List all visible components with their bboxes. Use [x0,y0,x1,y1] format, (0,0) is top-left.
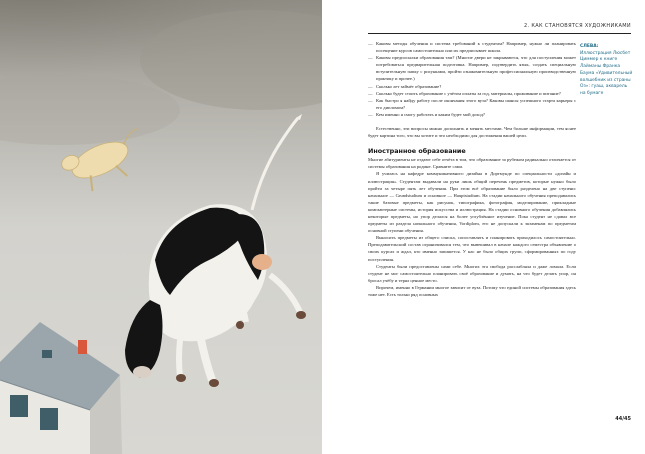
caption-label: СЛЕВА: [580,44,599,49]
list-item: — Как быстро я найду работу после окончания этого вуза? Каковы шансы успешного старта карьеры с его дипломом? [368,97,576,111]
caption-sidebar [580,44,634,98]
header-rule [368,33,631,34]
caption-text: Иллюстрация Люсбет Циммер к книге Лайманы Франка Баума «Удивительный волшебник из страны Оз»: гуаш, акварель на бумаге [580,50,633,96]
flying-cow-illustration [0,0,322,454]
intro-paragraph: Естественно, эти вопросы можно дополнить и менять местами. Чем больше информации, тем яснее будет картина того, что вы хотите и что необходимо для достижения вашей цели. [368,126,576,139]
body-paragraph: Впрочем, именно в Германии многое зависит от вуза. Потому что единой системы образования здесь тоже нет. Есть только ряд основных [368,284,576,297]
question-list [368,40,576,118]
body-paragraph: Я училась на кафедре коммуникативного дизайна в Дортмунде по специальности «дизайн и иллюстрация». Студентам выдавали на руки лишь общий перечень предметов, которые нужно было пройти за четыре пять лет обучения. При этом всё образование было разделено на две ступени: начальное — Grundstudium и основное — Hauptstudium. На стадии начального обучения преподавались такие базовые предметы, как рисунок, типографика, фотография, моделирование, прикладные компьютерные системы, история искусства и иллюстрация. На стадии основного обучения добавлялись некоторые предметы, но упор делался на более углублённое изучение. Пока студент не сдавал все предметы из раздела начального обучения, Vordiplom, его не допускали к экзаменам по предметам основной ступени обучения. [368,171,576,234]
body-paragraph: Студенты были предоставлены сами себе. Многих эта свобода расслабляла и даже ломала. Если студент не мог самостоятельно планировать своё образование и думать, на что будет делать упор, он бросал учёбу и терял ценное место. [368,263,576,283]
page-number: 44/45 [615,416,631,422]
list-item: — Каковы методы обучения и система требований к студентам? Например, нужно ли планировать посещение курсов самостоятельно или их предписывает школа. [368,40,576,54]
running-head: 2. КАК СТАНОВЯТСЯ ХУДОЖНИКАМИ [523,23,631,29]
body-paragraph: Многие абитуриенты не отдают себе отчёта в том, что образование за рубежом радикально отличается от системы образования на родине. Сравните сами. [368,157,576,170]
list-item: — Сколько будет стоить образование с учётом оплаты за год, материалы, проживание и питание? [368,90,576,97]
body-paragraph: Выносить предметы из общего списка, сопоставлять и планировать приходилось самостоятельно. Преподавательский состав ограничивался тем, что вывешивал в начале каждого семестра объявление о своих курсах и ждал, кто именно запишется. У нас не было общих групп, сформированных по году поступления. [368,235,576,262]
illustration-page [0,0,322,454]
section-title: Иностранное образование [368,147,466,156]
list-item: — Сколько лет займёт образование? [368,83,576,90]
list-item: — Кем именно я смогу работать и каким будет мой доход? [368,111,576,118]
text-page [322,0,645,454]
main-text-column [368,40,576,298]
list-item: — Каковы предпосылки образования там? (Многие двери не закрываются, что для поступления может потребоваться предварительная подготовка. Например, подтвердить язык, создать специальную вступительную папку с рисунками, пройти ознакомительную профессиональную производственную практику и прочее.) [368,54,576,82]
